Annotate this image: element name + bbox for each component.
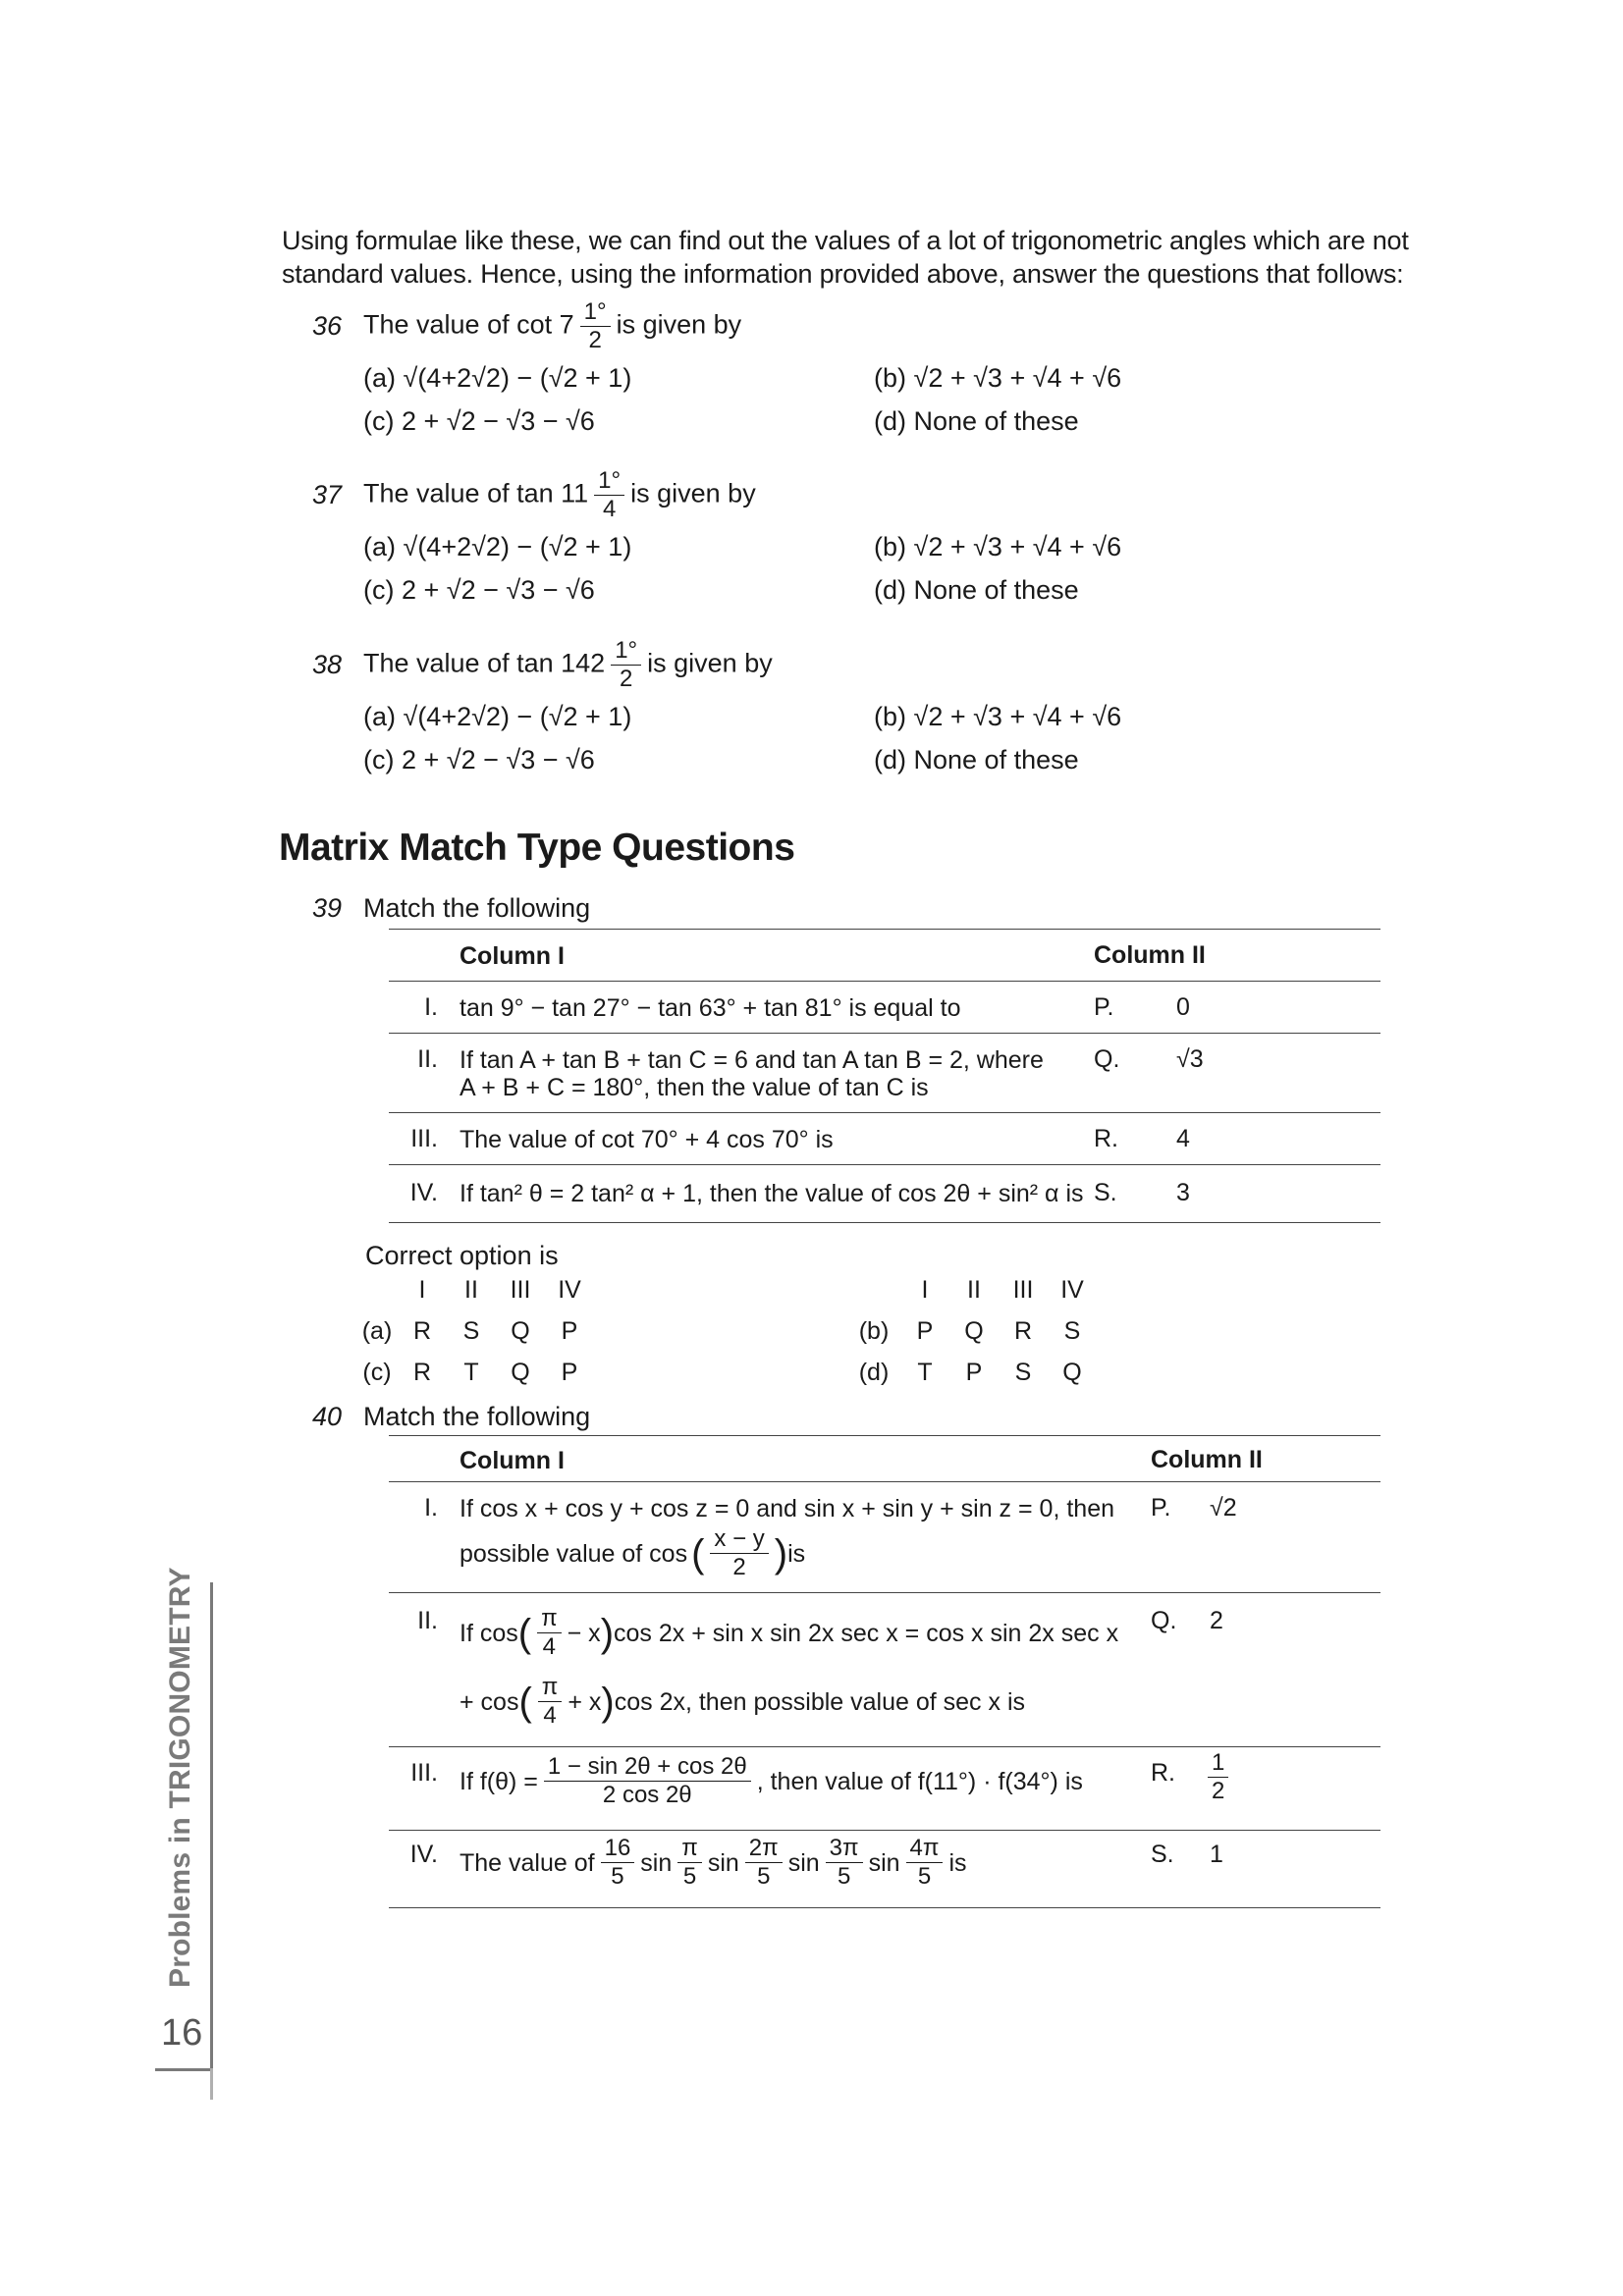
running-title: Problems in TRIGONOMETRY <box>164 1567 196 1988</box>
column-2-header: Column II <box>1094 941 1206 969</box>
option-b[interactable]: (b) √2 + √3 + √4 + √6 <box>874 363 1122 393</box>
table-row: III. If f(θ) = $\frac{1 - \sin 2\theta + \cos 2\theta}{2 \cos 2\theta}$ , then value of f(11°) · f(34°) is R. $\frac{1}{2}$ <box>389 1747 1380 1831</box>
sidebar-rule-tick <box>210 2068 213 2100</box>
option-d-label[interactable]: (d) <box>858 1359 890 1386</box>
option-d[interactable]: (d) None of these <box>874 575 1079 605</box>
option-a[interactable]: (a) √(4+2√2) − (√2 + 1) <box>363 702 632 731</box>
option-d[interactable]: (d) None of these <box>874 745 1079 774</box>
sidebar-rule <box>210 1582 213 2093</box>
option-b[interactable]: (b) √2 + √3 + √4 + √6 <box>874 702 1122 731</box>
option-a[interactable]: (a) √(4+2√2) − (√2 + 1) <box>363 532 632 561</box>
option-c-label[interactable]: (c) <box>362 1359 392 1386</box>
option-d[interactable]: (d) None of these <box>874 406 1079 436</box>
option-b[interactable]: (b) √2 + √3 + √4 + √6 <box>874 532 1122 561</box>
match-table-39 <box>389 929 1380 1223</box>
table-header: Column I Column II <box>389 1435 1380 1482</box>
question-38 <box>312 629 1392 790</box>
question-text: The value of tan 11 $\frac{1^\circ}{4}$ is given by <box>363 466 756 522</box>
question-number: 39 <box>312 893 343 923</box>
options <box>363 361 1392 452</box>
intro-paragraph: Using formulae like these, we can find out the values of a lot of trigonometric angles which are not standard values. Hence, using the information provided above, answer the questions that follows: <box>282 226 1409 289</box>
question-37 <box>312 459 1392 620</box>
correct-option-label: Correct option is <box>365 1241 559 1270</box>
fraction: $\frac{1^\circ}{2}$ <box>580 300 611 352</box>
question-number: 38 <box>312 649 343 679</box>
fraction: $\frac{1^\circ}{2}$ <box>611 639 641 691</box>
question-number: 40 <box>312 1402 343 1431</box>
option-c[interactable]: (c) 2 + √2 − √3 − √6 <box>363 745 595 774</box>
question-40-heading <box>312 1402 590 1432</box>
table-row: I. tan 9° − tan 27° − tan 63° + tan 81° is equal to P. 0 <box>389 982 1380 1034</box>
answer-grid-right: I II III IV (b) P Q R S (d) T P S Q <box>854 1276 1208 1394</box>
option-a[interactable]: (a) √(4+2√2) − (√2 + 1) <box>363 363 632 393</box>
question-39-heading <box>312 893 590 924</box>
question-text: The value of tan 142 $\frac{1^\circ}{2}$ is given by <box>363 636 773 692</box>
column-1-header: Column I <box>460 942 565 970</box>
options <box>363 530 1392 620</box>
question-text: The value of cot 7 $\frac{1^\circ}{2}$ is given by <box>363 297 742 353</box>
sidebar-rule-foot <box>155 2068 213 2071</box>
table-row: I. If cos x + cos y + cos z = 0 and sin x + sin y + sin z = 0, then possible value of cos ( $\frac{x - y}{2}$ ) is P. √2 <box>389 1482 1380 1593</box>
question-number: 37 <box>312 479 343 509</box>
table-row: IV. The value of $\frac{16}{5}$ sin $\frac{\pi}{5}$ sin $\frac{2\pi}{5}$ sin $\frac{3\pi}{5}$ sin $\frac{4\pi}{5}$ is S. 1 <box>389 1831 1380 1908</box>
fraction: $\frac{1^\circ}{4}$ <box>594 469 624 521</box>
question-text: Match the following <box>363 893 591 923</box>
table-row: II. If cos ( $\frac{\pi}{4}$ − x ) cos 2x + sin x sin 2x sec x = cos x sin 2x sec x + cos ( $\frac{\pi}{4}$ + x ) cos 2x, then possible value of sec x is Q. 2 <box>389 1593 1380 1747</box>
table-header <box>389 929 1380 982</box>
match-table-40 <box>389 1435 1380 1908</box>
question-text: Match the following <box>363 1402 591 1431</box>
question-36 <box>312 291 1392 452</box>
options <box>363 700 1392 790</box>
option-b-label[interactable]: (b) <box>858 1317 890 1345</box>
answer-grid-left: I II III IV (a) R S Q P (c) R T Q P <box>365 1276 856 1394</box>
table-row: III. The value of cot 70° + 4 cos 70° is R. 4 <box>389 1113 1380 1165</box>
page-number: 16 <box>161 2012 203 2054</box>
question-number: 36 <box>312 310 343 341</box>
option-a-label[interactable]: (a) <box>361 1317 393 1345</box>
section-title: Matrix Match Type Questions <box>279 827 795 869</box>
table-row: IV. If tan² θ = 2 tan² α + 1, then the value of cos 2θ + sin² α is S. 3 <box>389 1165 1380 1223</box>
table-row: II. If tan A + tan B + tan C = 6 and tan A tan B = 2, where A + B + C = 180°, then the value of tan C is Q. √3 <box>389 1034 1380 1113</box>
option-c[interactable]: (c) 2 + √2 − √3 − √6 <box>363 406 595 436</box>
option-c[interactable]: (c) 2 + √2 − √3 − √6 <box>363 575 595 605</box>
